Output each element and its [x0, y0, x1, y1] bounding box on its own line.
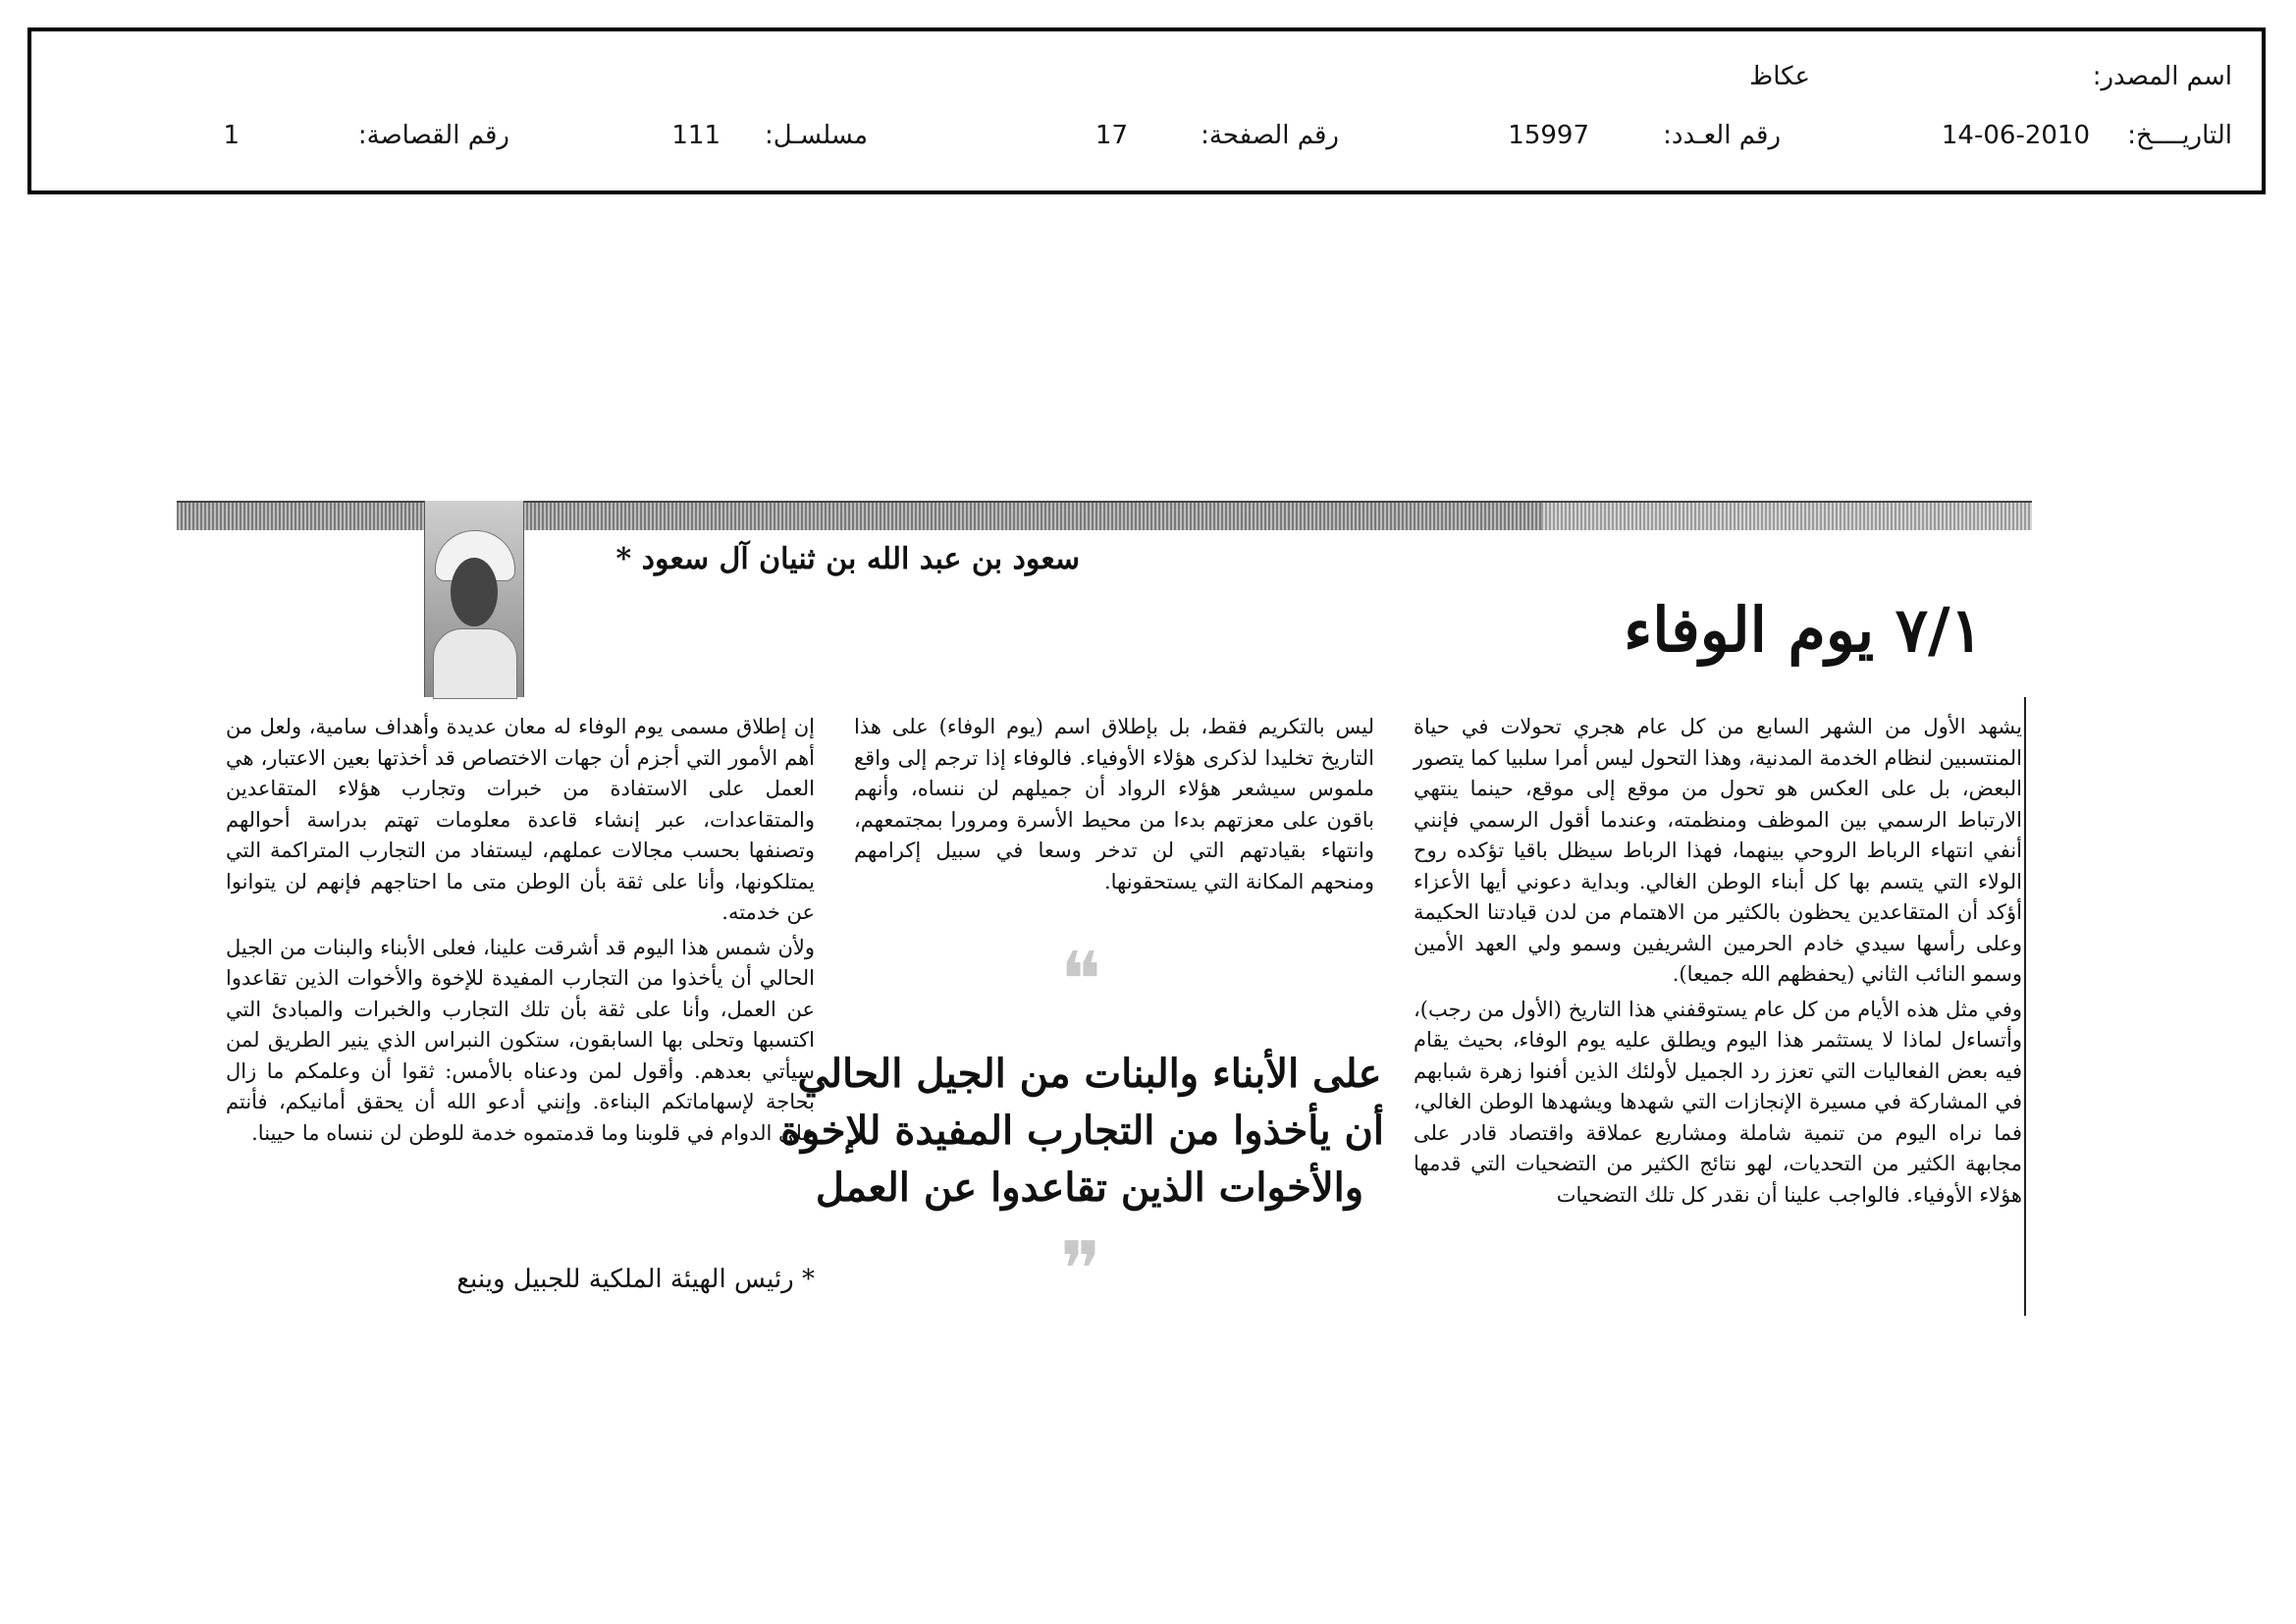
meta-row-source [31, 57, 2262, 96]
pull-quote [780, 1046, 1384, 1217]
issue-label: رقم العـدد: [1663, 121, 1781, 150]
article-column-1 [1414, 712, 2022, 1215]
column-divider [2024, 697, 2026, 1316]
serial-value: 111 [671, 121, 721, 150]
close-quote-mark: ❞ [1060, 1226, 1101, 1315]
pull-quote-line: أن يأخذوا من التجارب المفيدة للإخوة [780, 1108, 1384, 1154]
paragraph: إن إطلاق مسمى يوم الوفاء له معان عديدة وأهداف سامية، ولعل من أهم الأمور التي أجزم أن جهات الاختصاص قد أخذتها بعين الاعتبار، هي العمل على الاستفادة من خبرات وتجارب هؤلاء المتقاعدين والمتقاعدات، عبر إنشاء قاعدة معلومات تهتم بدراسة أحوالهم وتصنفها بحسب مجالات عملهم، ليستفاد من التجارب المتراكمة التي يمتلكونها، وأنا على ثقة بأن الوطن متى ما احتاجهم فإنهم لن يتوانوا عن خدمته. [226, 715, 815, 924]
source-value: عكاظ [1749, 62, 1810, 91]
shoulders-shape [433, 628, 517, 699]
open-quote-mark: ❝ [1060, 937, 1101, 1025]
paragraph: يشهد الأول من الشهر السابع من كل عام هجري تحولات في حياة المنتسبين لنظام الخدمة المدنية، وهذا التحول ليس أمرا سلبيا كما يتصور البعض، بل على العكس هو تحول من موقع إلى موقع، حينما ينتهي الارتباط الرسمي بين الموظف ومنظمته، وعندما أقول الرسمي فإنني أنفي انتهاء الرباط الروحي بينهما، فهذا الرباط سيظل باقيا تؤكده روح الولاء التي يتسم بها كل أبناء الوطن الغالي. وبداية دعوني أيها الأعزاء أؤكد أن المتقاعدين يحظون بالكثير من الاهتمام من لدن قيادتنا الحكيمة وعلى رأسها سيدي خادم الحرمين الشريفين وسمو ولي العهد الأمين وسمو النائب الثاني (يحفظهم الله جميعا). [1414, 715, 2022, 986]
issue-value: 15997 [1508, 121, 1589, 150]
clip-label: رقم القصاصة: [357, 121, 509, 150]
paragraph: ليس بالتكريم فقط، بل بإطلاق اسم (يوم الوفاء) على هذا التاريخ تخليدا لذكرى هؤلاء الأوفياء. فالوفاء إذا ترجم إلى واقع ملموس سيشعر هؤلاء الرواد أن جميلهم لن ننساه، وأنهم باقون على معزتهم بدءا من محيط الأسرة ومرورا بمجتمعهم، وانتهاء بقيادتهم التي لن تدخر وسعا في سبيل إكرامهم ومنحهم المكانة التي يستحقونها. [854, 715, 1374, 893]
paragraph: ولأن شمس هذا اليوم قد أشرقت علينا، فعلى الأبناء والبنات من الجيل الحالي أن يأخذوا من التجارب المفيدة للإخوة والأخوات الذين تقاعدوا عن العمل، وأنا على ثقة بأن تلك التجارب والخبرات والمبادئ التي اكتسبها وتحلى بها السابقون، ستكون النبراس الذي ينير الطريق لمن سيأتي بعدهم. وأقول لمن ودعناه بالأمس: ثقوا أن وعلمكم ما زال بحاجة لإسهاماتكم البناءة. وإنني أدعو الله أن يحقق أمانيكم، فأنتم على الدوام في قلوبنا وما قدمتموه خدمة للوطن لن ننساه ما حيينا. [226, 935, 815, 1145]
newspaper-article [177, 501, 2032, 1316]
article-column-2 [854, 712, 1374, 901]
header-band-light [1541, 503, 2032, 530]
article-column-3 [226, 712, 815, 1153]
face-shape [451, 558, 498, 626]
paragraph: وفي مثل هذه الأيام من كل عام يستوقفني هذا التاريخ (الأول من رجب)، وأتساءل لماذا لا يستثمر هذا اليوم ويطلق عليه يوم الوفاء، بحيث يقام فيه بعض الفعاليات التي تعزز رد الجميل لأولئك الذين أفنوا زهرة شبابهم في المشاركة في مسيرة الإنجازات التي شهدها ويشهدها الوطن الغالي، فما نراه اليوم من تنمية شاملة ومشاريع عملاقة واقتصاد قادر على مجابهة الكثير من التحديات، لهو نتائج الكثير من التضحيات التي قدمها هؤلاء الأوفياء. فالواجب علينا أن نقدر كل تلك التضحيات [1414, 997, 2022, 1207]
article-headline: ٧/١ يوم الوفاء [1624, 594, 1983, 666]
author-footnote: * رئيس الهيئة الملكية للجبيل وينبع [456, 1265, 815, 1294]
meta-row-details [31, 116, 2262, 155]
date-label: التاريــــخ: [2127, 121, 2232, 150]
page-value: 17 [1095, 121, 1128, 150]
page-label: رقم الصفحة: [1201, 121, 1339, 150]
clipping-info-box [27, 27, 2266, 194]
clip-value: 1 [223, 121, 240, 150]
date-value: 14-06-2010 [1941, 121, 2090, 150]
author-photo [424, 501, 524, 697]
pull-quote-line: والأخوات الذين تقاعدوا عن العمل [815, 1164, 1364, 1211]
pull-quote-line: على الأبناء والبنات من الجيل الحالي [797, 1051, 1382, 1097]
author-name: سعود بن عبد الله بن ثنيان آل سعود * [615, 542, 1080, 576]
source-label: اسم المصدر: [2092, 62, 2232, 91]
serial-label: مسلسـل: [765, 121, 868, 150]
